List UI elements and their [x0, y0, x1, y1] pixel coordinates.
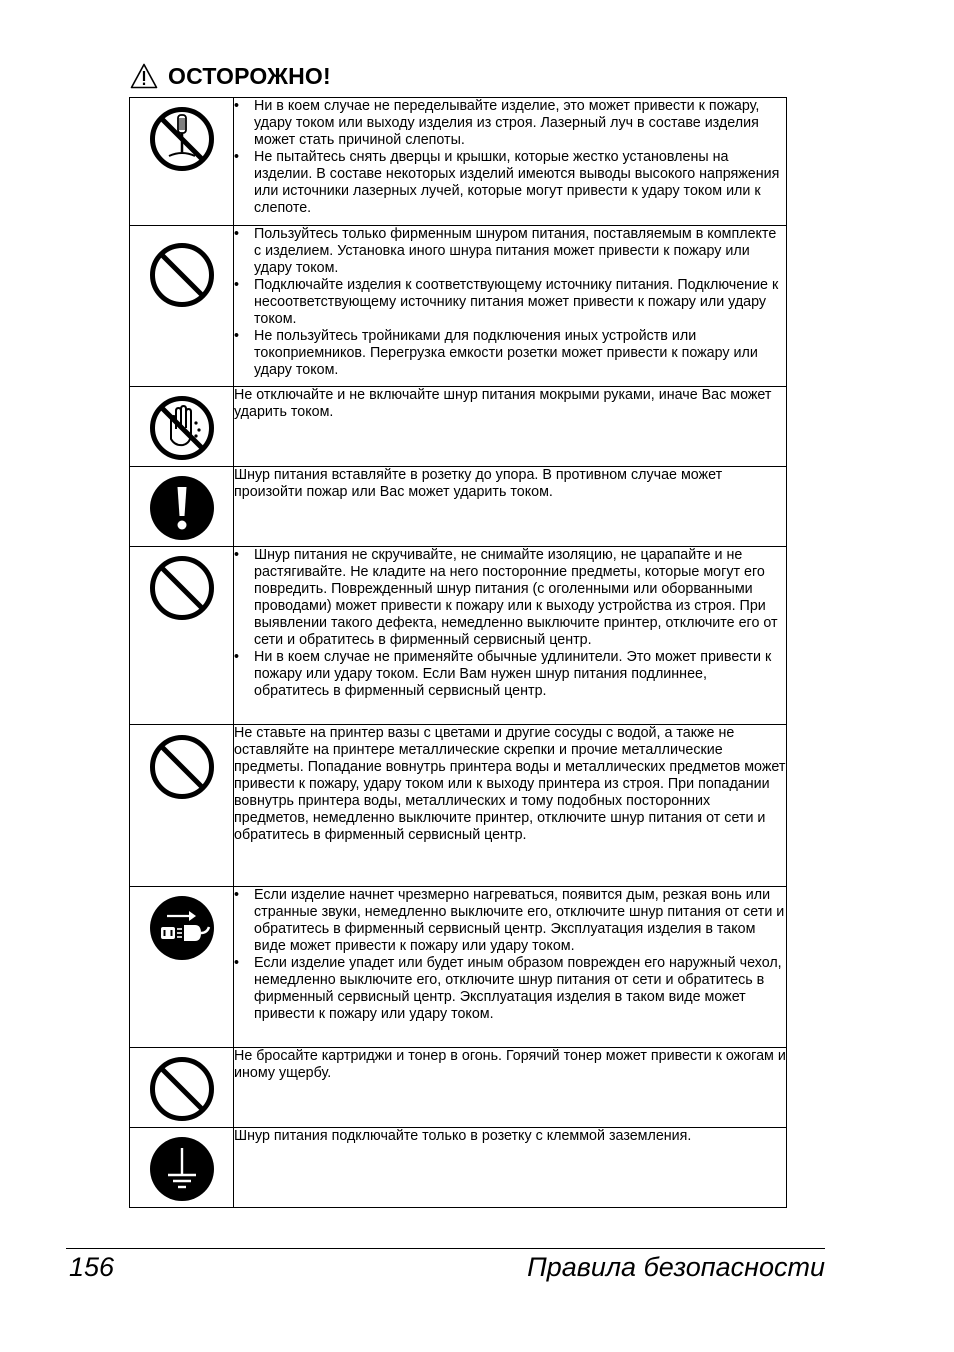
section-title: Правила безопасности [527, 1252, 825, 1282]
page-number: 156 [69, 1252, 115, 1282]
caution-row [130, 1048, 787, 1128]
list-item: • Ни в коем случае не переделывайте изделие, это может привести к пожару, удару током или выходу изделия из строя. Лазерный луч в составе изделия может стать причиной слепоты. [234, 98, 786, 149]
caution-table [129, 97, 787, 1208]
row-text: Не отключайте и не включайте шнур питания мокрыми руками, иначе Вас может ударить током. [234, 387, 772, 420]
caution-row [130, 467, 787, 547]
list-item: • Подключайте изделия к соответствующему источнику питания. Подключение к несоответствующему источнику питания может привести к пожару или удару током. [234, 277, 786, 328]
unplug-icon [149, 895, 215, 961]
no-wet-hands-icon [149, 395, 215, 461]
row-text: Не ставьте на принтер вазы с цветами и другие сосуды с водой, а также не оставляйте на принтере металлические скрепки и прочие металлические предметы. Попадание вовнутрь принтера воды и металлических предметов может привести к пожару, удару током или к выходу принтера из строя. При попадании вовнутрь принтера воды, металлических и тому подобных посторонних предметов, немедленно выключите принтер, отключите шнур питания от сети и обратитесь в фирменный сервисный центр. [234, 725, 786, 843]
row-text: Шнур питания вставляйте в розетку до упора. В противном случае может произойти пожар или Вас может ударить током. [234, 467, 723, 500]
row-text: Шнур питания подключайте только в розетку с клеммой заземления. [234, 1128, 692, 1144]
caution-row [130, 1128, 787, 1208]
mandatory-exclamation-icon [149, 475, 215, 541]
caution-row [130, 98, 787, 226]
ground-icon [149, 1136, 215, 1202]
list-item: • Не пытайтесь снять дверцы и крышки, которые жестко установлены на изделии. В составе некоторых изделий имеются выводы высокого напряжения или источники лазерных лучей, которые могут привести к удару током или к слепоте. [234, 149, 786, 217]
prohibition-icon [149, 242, 215, 308]
list-item: • Не пользуйтесь тройниками для подключения иных устройств или токоприемников. Перегрузка емкости розетки может привести к пожару или удару током. [234, 328, 786, 379]
caution-row [130, 226, 787, 387]
prohibition-icon [149, 1056, 215, 1122]
list-item: • Ни в коем случае не применяйте обычные удлинители. Это может привести к пожару или удару током. Если Вам нужен шнур питания подлиннее, обратитесь в фирменный сервисный центр. [234, 649, 786, 700]
list-item: • Если изделие начнет чрезмерно нагреваться, появится дым, резкая вонь или странные звуки, немедленно выключите его, отключите шнур питания от сети и обратитесь в фирменный сервисный центр. Эксплуатация изделия в таком виде может привести к пожару или удару током. [234, 887, 786, 955]
caution-row [130, 725, 787, 887]
footer-divider [66, 1248, 825, 1249]
no-disassembly-icon [149, 106, 215, 172]
list-item: • Шнур питания не скручивайте, не снимайте изоляцию, не царапайте и не растягивайте. Не кладите на него посторонние предметы, которые могут его повредить. Поврежденный шнур питания (с оголенными или оборванными проводами) может привести к пожару или к выходу устройства из строя. При выявлении такого дефекта, немедленно выключите принтер, отключите его от сети и обратитесь в фирменный сервисный центр. [234, 547, 786, 649]
row-text: Не бросайте картриджи и тонер в огонь. Горячий тонер может привести к ожогам и иному ущербу. [234, 1048, 786, 1081]
list-item: • Если изделие упадет или будет иным образом поврежден его наружный чехол, немедленно выключите его, отключите шнур питания от сети и обратитесь в фирменный сервисный центр. Эксплуатация изделия в таком виде может привести к пожару или удару током. [234, 955, 786, 1023]
prohibition-icon [149, 734, 215, 800]
caution-row [130, 887, 787, 1048]
heading-title: ОСТОРОЖНО! [168, 62, 331, 89]
warning-triangle-icon [130, 63, 158, 89]
caution-row [130, 547, 787, 725]
prohibition-icon [149, 555, 215, 621]
caution-row [130, 387, 787, 467]
list-item: • Пользуйтесь только фирменным шнуром питания, поставляемым в комплекте с изделием. Установка иного шнура питания может привести к пожару или удару током. [234, 226, 786, 277]
page-heading [130, 62, 331, 90]
